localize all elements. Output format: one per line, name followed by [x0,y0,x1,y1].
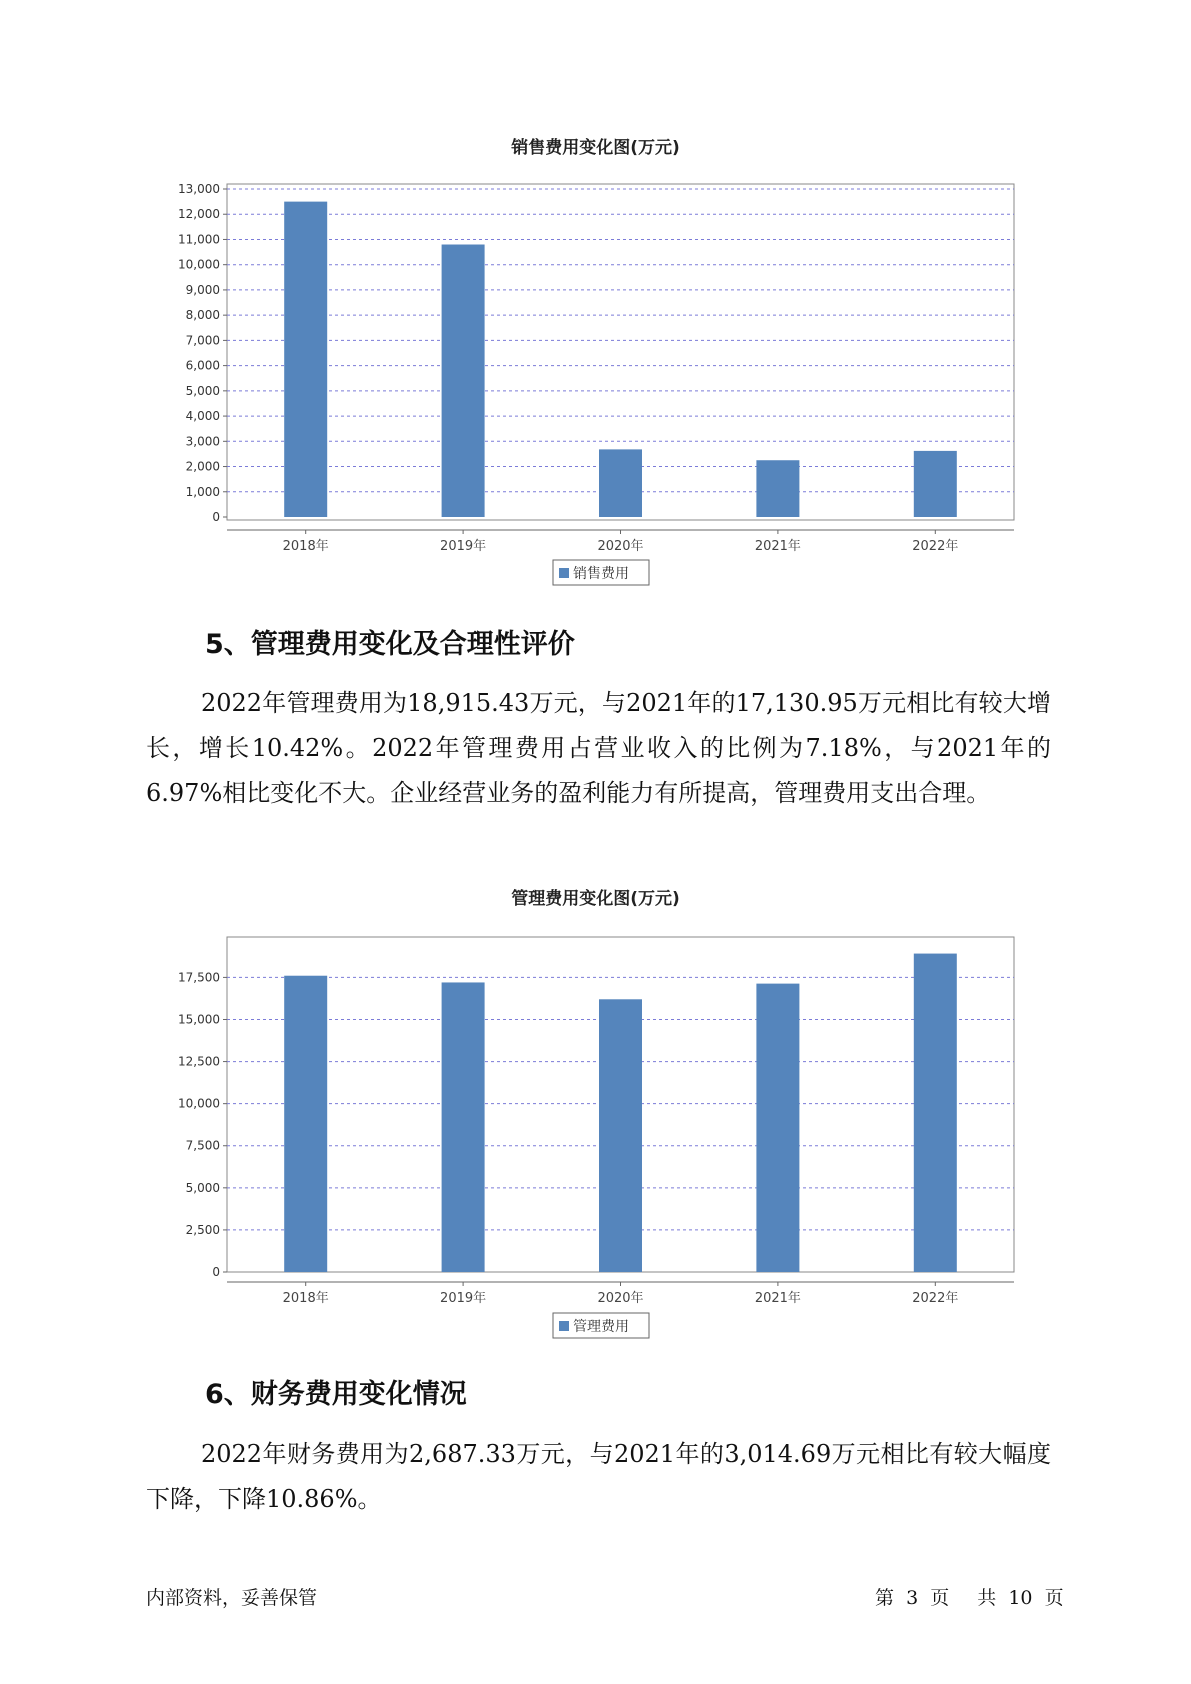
footer-total-unit: 页 [1044,1587,1064,1609]
x-tick-label: 2018年 [282,1291,329,1306]
y-tick-label: 4,000 [185,409,220,424]
footer-page-total: 10 [1008,1587,1033,1609]
footer-page-current: 3 [906,1587,919,1609]
bar-2018年 [284,976,327,1272]
y-tick-label: 7,000 [185,333,220,348]
y-tick-label: 7,500 [185,1138,220,1153]
x-tick-label: 2022年 [912,1291,959,1306]
y-tick-label: 12,500 [178,1054,220,1069]
section-6-heading: 6、财务费用变化情况 [205,1379,467,1410]
bar-2021年 [756,984,799,1272]
legend-swatch [559,1321,569,1331]
legend-label: 销售费用 [573,566,629,582]
bar-2021年 [756,460,799,517]
footer-page-number [875,1583,1070,1610]
y-tick-label: 9,000 [185,282,220,297]
y-tick-label: 10,000 [178,1096,220,1111]
bar-2022年 [914,451,957,517]
bar-2022年 [914,954,957,1272]
footer-total-label: 共 [977,1587,997,1609]
y-tick-label: 10,000 [178,257,220,272]
sales-chart-title: 销售费用变化图(万元) [511,138,680,158]
legend-swatch [559,568,569,578]
legend-label: 管理费用 [573,1319,629,1335]
bar-2018年 [284,202,327,517]
section-6-paragraph: 2022年财务费用为2,687.33万元，与2021年的3,014.69万元相比有较大幅度下降，下降10.86%。 [146,1440,1051,1513]
section-5-paragraph: 2022年管理费用为18,915.43万元，与2021年的17,130.95万元相比有较大增长，增长10.42%。2022年管理费用占营业收入的比例为7.18%，与2021年的6.97%相比变化不大。企业经营业务的盈利能力有所提高，管理费用支出合理。 [146,689,1051,807]
y-tick-label: 0 [212,1265,220,1279]
bar-2019年 [442,245,485,517]
admin-chart-title: 管理费用变化图(万元) [511,889,680,909]
y-tick-label: 12,000 [178,207,220,222]
y-tick-label: 11,000 [178,232,220,247]
x-tick-label: 2019年 [440,1291,487,1306]
y-tick-label: 5,000 [185,1180,220,1195]
footer-page-unit: 页 [930,1587,950,1609]
y-tick-label: 17,500 [178,970,220,985]
y-tick-label: 0 [212,510,220,524]
x-tick-label: 2022年 [912,539,959,554]
admin-expense-chart [0,920,1191,1370]
bar-2020年 [599,449,642,517]
x-tick-label: 2020年 [597,539,644,554]
sales-expense-chart [0,170,1191,640]
x-tick-label: 2019年 [440,539,487,554]
bar-2020年 [599,999,642,1272]
x-tick-label: 2018年 [282,539,329,554]
y-tick-label: 13,000 [178,182,220,196]
y-tick-label: 2,000 [185,459,220,474]
y-tick-label: 6,000 [185,358,220,373]
x-tick-label: 2021年 [754,539,801,554]
x-tick-label: 2020年 [597,1291,644,1306]
footer-confidential-note: 内部资料，妥善保管 [146,1587,318,1609]
footer-page-label: 第 [875,1587,895,1609]
y-tick-label: 2,500 [185,1222,220,1237]
y-tick-label: 5,000 [185,383,220,398]
y-tick-label: 1,000 [185,484,220,499]
section-5-heading: 5、管理费用变化及合理性评价 [205,629,575,660]
y-tick-label: 15,000 [178,1012,220,1027]
y-tick-label: 3,000 [185,434,220,449]
y-tick-label: 8,000 [185,308,220,323]
x-tick-label: 2021年 [754,1291,801,1306]
bar-2019年 [442,982,485,1272]
